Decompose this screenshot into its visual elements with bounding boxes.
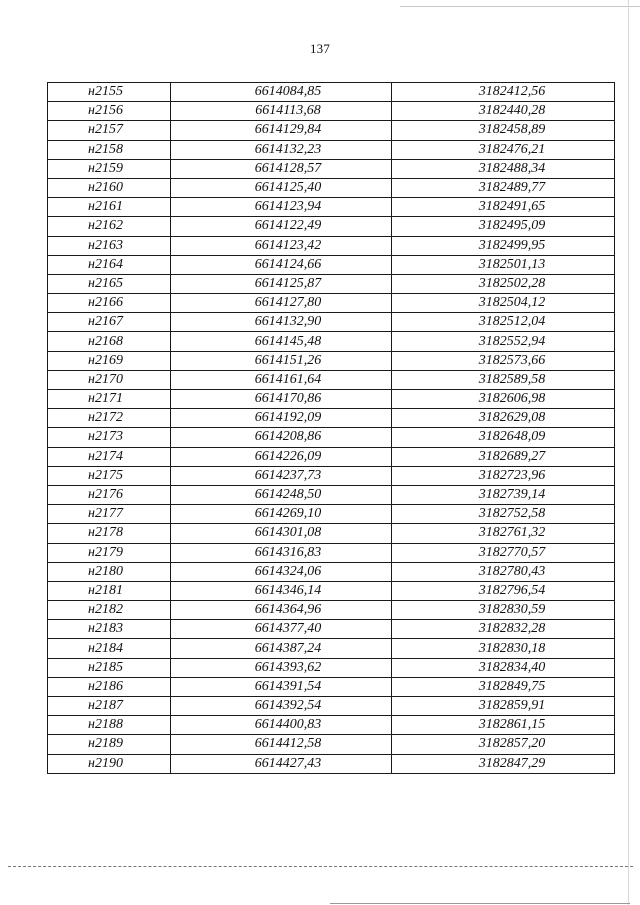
- table-row: [48, 716, 615, 735]
- x-coordinate-cell: 6614145,48: [171, 332, 392, 351]
- point-number-cell: н2177: [48, 505, 171, 524]
- table-row: [48, 639, 615, 658]
- table-row: [48, 658, 615, 677]
- x-coordinate-cell: 6614123,42: [171, 236, 392, 255]
- y-coordinate-cell: 3182689,27: [392, 447, 615, 466]
- point-number-cell: н2179: [48, 543, 171, 562]
- y-coordinate-cell: 3182440,28: [392, 102, 615, 121]
- table-row: [48, 121, 615, 140]
- y-coordinate-cell: 3182504,12: [392, 294, 615, 313]
- y-coordinate-cell: 3182488,34: [392, 159, 615, 178]
- table-row: [48, 198, 615, 217]
- x-coordinate-cell: 6614128,57: [171, 159, 392, 178]
- x-coordinate-cell: 6614392,54: [171, 697, 392, 716]
- point-number-cell: н2161: [48, 198, 171, 217]
- point-number-cell: н2187: [48, 697, 171, 716]
- point-number-cell: н2158: [48, 140, 171, 159]
- table-row: [48, 505, 615, 524]
- y-coordinate-cell: 3182761,32: [392, 524, 615, 543]
- point-number-cell: н2178: [48, 524, 171, 543]
- point-number-cell: н2181: [48, 581, 171, 600]
- y-coordinate-cell: 3182606,98: [392, 390, 615, 409]
- y-coordinate-cell: 3182412,56: [392, 83, 615, 102]
- x-coordinate-cell: 6614391,54: [171, 677, 392, 696]
- x-coordinate-cell: 6614129,84: [171, 121, 392, 140]
- point-number-cell: н2165: [48, 274, 171, 293]
- table-row: [48, 620, 615, 639]
- table-row: [48, 601, 615, 620]
- y-coordinate-cell: 3182830,59: [392, 601, 615, 620]
- point-number-cell: н2173: [48, 428, 171, 447]
- x-coordinate-cell: 6614127,80: [171, 294, 392, 313]
- point-number-cell: н2174: [48, 447, 171, 466]
- y-coordinate-cell: 3182847,29: [392, 754, 615, 773]
- y-coordinate-cell: 3182458,89: [392, 121, 615, 140]
- y-coordinate-cell: 3182832,28: [392, 620, 615, 639]
- x-coordinate-cell: 6614125,40: [171, 178, 392, 197]
- table-row: [48, 294, 615, 313]
- point-number-cell: н2190: [48, 754, 171, 773]
- x-coordinate-cell: 6614387,24: [171, 639, 392, 658]
- x-coordinate-cell: 6614161,64: [171, 370, 392, 389]
- point-number-cell: н2156: [48, 102, 171, 121]
- table-row: [48, 466, 615, 485]
- point-number-cell: н2186: [48, 677, 171, 696]
- table-row: [48, 524, 615, 543]
- point-number-cell: н2164: [48, 255, 171, 274]
- scan-line-footer: [330, 903, 630, 904]
- point-number-cell: н2184: [48, 639, 171, 658]
- page-number: 137: [309, 41, 331, 56]
- table-row: [48, 581, 615, 600]
- x-coordinate-cell: 6614123,94: [171, 198, 392, 217]
- point-number-cell: н2166: [48, 294, 171, 313]
- x-coordinate-cell: 6614208,86: [171, 428, 392, 447]
- x-coordinate-cell: 6614364,96: [171, 601, 392, 620]
- x-coordinate-cell: 6614124,66: [171, 255, 392, 274]
- point-number-cell: н2182: [48, 601, 171, 620]
- x-coordinate-cell: 6614248,50: [171, 485, 392, 504]
- x-coordinate-cell: 6614393,62: [171, 658, 392, 677]
- x-coordinate-cell: 6614324,06: [171, 562, 392, 581]
- x-coordinate-cell: 6614237,73: [171, 466, 392, 485]
- y-coordinate-cell: 3182512,04: [392, 313, 615, 332]
- table-row: [48, 447, 615, 466]
- table-row: [48, 236, 615, 255]
- x-coordinate-cell: 6614346,14: [171, 581, 392, 600]
- point-number-cell: н2172: [48, 409, 171, 428]
- y-coordinate-cell: 3182573,66: [392, 351, 615, 370]
- table-row: [48, 274, 615, 293]
- y-coordinate-cell: 3182752,58: [392, 505, 615, 524]
- point-number-cell: н2189: [48, 735, 171, 754]
- table-row: [48, 102, 615, 121]
- table-row: [48, 562, 615, 581]
- y-coordinate-cell: 3182476,21: [392, 140, 615, 159]
- x-coordinate-cell: 6614084,85: [171, 83, 392, 102]
- y-coordinate-cell: 3182495,09: [392, 217, 615, 236]
- table-row: [48, 735, 615, 754]
- table-row: [48, 332, 615, 351]
- y-coordinate-cell: 3182589,58: [392, 370, 615, 389]
- table-row: [48, 313, 615, 332]
- x-coordinate-cell: 6614192,09: [171, 409, 392, 428]
- y-coordinate-cell: 3182859,91: [392, 697, 615, 716]
- x-coordinate-cell: 6614301,08: [171, 524, 392, 543]
- point-number-cell: н2159: [48, 159, 171, 178]
- point-number-cell: н2183: [48, 620, 171, 639]
- table-row: [48, 83, 615, 102]
- y-coordinate-cell: 3182499,95: [392, 236, 615, 255]
- x-coordinate-cell: 6614400,83: [171, 716, 392, 735]
- table-row: [48, 409, 615, 428]
- point-number-cell: н2180: [48, 562, 171, 581]
- table-row: [48, 370, 615, 389]
- x-coordinate-cell: 6614226,09: [171, 447, 392, 466]
- x-coordinate-cell: 6614132,23: [171, 140, 392, 159]
- x-coordinate-cell: 6614269,10: [171, 505, 392, 524]
- table-row: [48, 159, 615, 178]
- y-coordinate-cell: 3182489,77: [392, 178, 615, 197]
- table-row: [48, 543, 615, 562]
- point-number-cell: н2176: [48, 485, 171, 504]
- point-number-cell: н2162: [48, 217, 171, 236]
- point-number-cell: н2171: [48, 390, 171, 409]
- y-coordinate-cell: 3182834,40: [392, 658, 615, 677]
- y-coordinate-cell: 3182861,15: [392, 716, 615, 735]
- scan-line-top: [400, 6, 640, 7]
- x-coordinate-cell: 6614316,83: [171, 543, 392, 562]
- y-coordinate-cell: 3182648,09: [392, 428, 615, 447]
- x-coordinate-cell: 6614122,49: [171, 217, 392, 236]
- point-number-cell: н2170: [48, 370, 171, 389]
- x-coordinate-cell: 6614151,26: [171, 351, 392, 370]
- table-row: [48, 485, 615, 504]
- scan-line-bottom: [8, 866, 633, 867]
- x-coordinate-cell: 6614125,87: [171, 274, 392, 293]
- x-coordinate-cell: 6614113,68: [171, 102, 392, 121]
- y-coordinate-cell: 3182857,20: [392, 735, 615, 754]
- y-coordinate-cell: 3182849,75: [392, 677, 615, 696]
- table-row: [48, 677, 615, 696]
- point-number-cell: н2185: [48, 658, 171, 677]
- point-number-cell: н2167: [48, 313, 171, 332]
- coordinates-table: [47, 82, 615, 774]
- x-coordinate-cell: 6614132,90: [171, 313, 392, 332]
- point-number-cell: н2188: [48, 716, 171, 735]
- coordinates-table-body: [48, 83, 615, 774]
- y-coordinate-cell: 3182796,54: [392, 581, 615, 600]
- table-row: [48, 351, 615, 370]
- table-row: [48, 140, 615, 159]
- point-number-cell: н2155: [48, 83, 171, 102]
- y-coordinate-cell: 3182629,08: [392, 409, 615, 428]
- table-row: [48, 754, 615, 773]
- table-row: [48, 428, 615, 447]
- table-row: [48, 697, 615, 716]
- table-row: [48, 255, 615, 274]
- x-coordinate-cell: 6614170,86: [171, 390, 392, 409]
- y-coordinate-cell: 3182830,18: [392, 639, 615, 658]
- table-row: [48, 178, 615, 197]
- point-number-cell: н2160: [48, 178, 171, 197]
- x-coordinate-cell: 6614412,58: [171, 735, 392, 754]
- point-number-cell: н2175: [48, 466, 171, 485]
- point-number-cell: н2163: [48, 236, 171, 255]
- y-coordinate-cell: 3182723,96: [392, 466, 615, 485]
- y-coordinate-cell: 3182502,28: [392, 274, 615, 293]
- y-coordinate-cell: 3182780,43: [392, 562, 615, 581]
- y-coordinate-cell: 3182501,13: [392, 255, 615, 274]
- x-coordinate-cell: 6614377,40: [171, 620, 392, 639]
- y-coordinate-cell: 3182491,65: [392, 198, 615, 217]
- point-number-cell: н2169: [48, 351, 171, 370]
- y-coordinate-cell: 3182739,14: [392, 485, 615, 504]
- y-coordinate-cell: 3182770,57: [392, 543, 615, 562]
- scan-edge-right: [628, 0, 629, 905]
- point-number-cell: н2157: [48, 121, 171, 140]
- table-row: [48, 217, 615, 236]
- x-coordinate-cell: 6614427,43: [171, 754, 392, 773]
- y-coordinate-cell: 3182552,94: [392, 332, 615, 351]
- point-number-cell: н2168: [48, 332, 171, 351]
- table-row: [48, 390, 615, 409]
